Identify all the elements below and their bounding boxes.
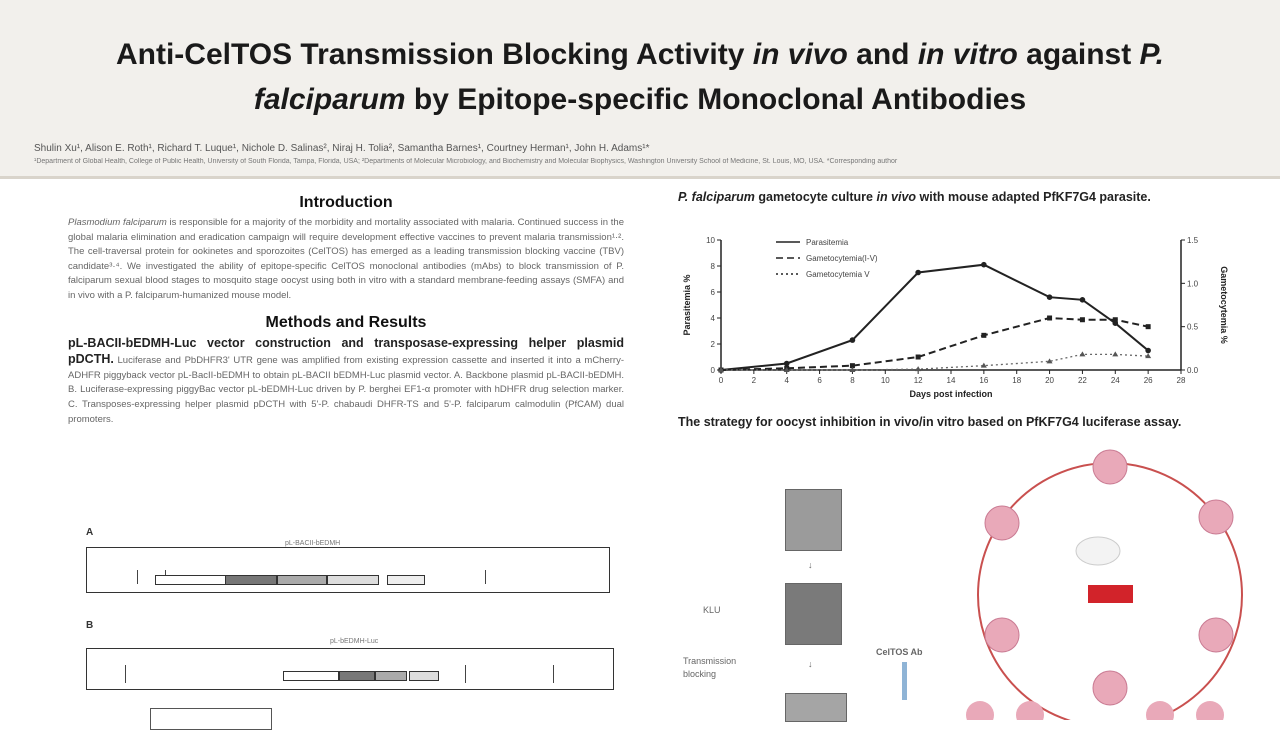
map-tick	[465, 665, 466, 683]
gene-block	[375, 671, 407, 681]
data-point	[916, 355, 921, 360]
data-point	[1146, 324, 1151, 329]
x-tick-label: 10	[880, 376, 890, 385]
y-tick-label-right: 0.5	[1187, 322, 1199, 332]
gametocyte-chart	[676, 226, 1236, 408]
legend-label: Gametocytemia(I-V)	[806, 254, 878, 263]
chart-title: P. falciparum gametocyte culture in vivo with mouse adapted PfKF7G4 parasite.	[678, 190, 1151, 204]
mouse-icon	[1076, 537, 1120, 565]
poster-header	[0, 0, 1280, 179]
rbc-cell-icon	[1196, 701, 1224, 720]
y-axis-label-left: Parasitemia %	[682, 274, 692, 336]
x-tick-label: 16	[979, 376, 989, 385]
x-tick-label: 24	[1110, 376, 1120, 385]
micrograph-gametocyte	[785, 489, 842, 551]
x-tick-label: 28	[1176, 376, 1186, 385]
rbc-cell-icon	[1093, 450, 1127, 484]
rbc-cell-icon	[1199, 500, 1233, 534]
data-point	[1112, 351, 1118, 356]
legend-label: Gametocytemia V	[806, 270, 870, 279]
introduction-text: Plasmodium falciparum is responsible for a majority of the morbidity and mortality associated with malaria. Continued success in the global malaria elimination and eradication campaign will require development effective vaccines to prevent malaria transmission¹·². The cell-traversal protein for ookinetes and sporozoites (CelTOS) has emerged as a leading transmission blocking vaccine (TBV) candidate³·⁴. We investigated the ability of epitope-specific CelTOS monoclonal antibodies (mAbs) to block transmission of P. falciparum sexual blood stages to mosquito stage oocyst using both in vitro with a standard membrane-feeding assays (SMFA) and in vivo with a P. falciparum-humanized mouse model.	[68, 217, 624, 301]
data-point	[1047, 316, 1052, 321]
arrow-down-icon: ↓	[808, 659, 813, 669]
gene-block	[409, 671, 439, 681]
x-tick-label: 14	[946, 376, 956, 385]
figure-a-name: pL-BACII-bEDMH	[285, 540, 341, 547]
rbc-cell-icon	[966, 701, 994, 720]
antibody-arrow-icon	[902, 662, 907, 700]
gene-block	[277, 575, 327, 585]
map-tick	[125, 665, 126, 683]
x-axis-label: Days post infection	[909, 389, 993, 399]
rbc-cell-icon	[1093, 671, 1127, 705]
gene-block	[283, 671, 339, 681]
data-point	[1080, 317, 1085, 322]
methods-heading: Methods and Results	[265, 313, 427, 331]
x-tick-label: 20	[1045, 376, 1055, 385]
y-tick-label-left: 10	[706, 236, 715, 245]
data-point	[981, 333, 986, 338]
y-tick-label-left: 4	[710, 314, 715, 323]
gene-block	[387, 575, 425, 585]
y-tick-label-right: 1.0	[1187, 279, 1199, 289]
figure-a-label: A	[86, 527, 94, 538]
plasmid-map-c	[150, 708, 272, 730]
micrograph-sporozoite	[785, 693, 847, 722]
data-point	[981, 262, 987, 268]
strategy-title: The strategy for oocyst inhibition in vivo/in vitro based on PfKF7G4 luciferase assay.	[678, 415, 1182, 429]
x-tick-label: 6	[817, 376, 822, 385]
y-tick-label-left: 0	[710, 366, 715, 375]
author-list: Shulin Xu¹, Alison E. Roth¹, Richard T. Luque¹, Nichole D. Salinas², Niraj H. Tolia², Samantha Barnes¹, Courtney Herman¹, John H. Adams¹*	[34, 143, 650, 154]
x-tick-label: 12	[913, 376, 923, 385]
right-column	[678, 190, 1238, 204]
rbc-cell-icon	[1146, 701, 1174, 720]
figure-b-name: pL-bEDMH-Luc	[330, 638, 379, 645]
data-point	[1080, 297, 1086, 303]
legend-label: Parasitemia	[806, 238, 849, 247]
rbc-cell-icon	[1016, 701, 1044, 720]
x-tick-label: 2	[751, 376, 757, 385]
plasmid-map-b	[86, 648, 614, 690]
data-point	[915, 270, 921, 276]
figure-b-label: B	[86, 620, 94, 631]
transmission-blocking-label: Transmission blocking	[683, 656, 737, 679]
x-tick-label: 22	[1077, 376, 1087, 385]
map-tick	[553, 665, 554, 683]
data-point	[850, 337, 856, 343]
gene-block	[155, 575, 227, 585]
celtos-ab-label: CelTOS Ab	[876, 647, 923, 657]
x-tick-label: 8	[850, 376, 855, 385]
introduction-heading: Introduction	[299, 194, 393, 211]
gene-block	[327, 575, 379, 585]
map-tick	[485, 570, 486, 584]
klu-label: KLU	[703, 605, 721, 615]
left-column	[68, 190, 624, 427]
data-point	[784, 361, 790, 367]
methods-text: pL-BACII-bEDMH-Luc vector construction and transposase-expressing helper plasmid pDCTH. Luciferase and PbDHFR3' UTR gene was amplified from existing expression cassette and inserted it into a mCherry-ADHFR piggyback vector pL-BacII-bEDMH to obtain pL-BACII bEDMH-Luc plasmid vector. A. Backbone plasmid pL-BACII-bEDMH. B. Luciferase-expressing piggyBac vector pL-bEDMH-Luc driven by P. berghei EF1-α promoter with hDHFR drug selection marker. C. Transposes-expressing helper plasmid pDCTH with 5'-P. chabaudi DHFR-TS and 5'-P. falciparum calmodulin (PfCAM) dual promoters.	[68, 335, 624, 425]
x-tick-label: 26	[1143, 376, 1153, 385]
arrow-down-icon: ↓	[808, 560, 813, 570]
data-point	[1113, 317, 1118, 322]
x-tick-label: 0	[718, 376, 724, 385]
y-tick-label-right: 0.0	[1187, 366, 1199, 375]
data-point	[1079, 351, 1085, 356]
culture-flask-icon	[1088, 585, 1133, 603]
x-tick-label: 4	[784, 376, 789, 385]
map-tick	[137, 570, 138, 584]
plasmid-map-a	[86, 547, 610, 593]
y-tick-label-right: 1.5	[1187, 236, 1199, 245]
rbc-cell-icon	[1199, 618, 1233, 652]
poster-title: Anti-CelTOS Transmission Blocking Activity in vivo and in vitro against P. falciparum by Epitope-specific Monoclonal Antibodies	[115, 38, 1165, 116]
y-tick-label-left: 6	[710, 288, 715, 297]
micrograph-oocyst	[785, 583, 842, 645]
x-tick-label: 18	[1012, 376, 1022, 385]
gene-block	[225, 575, 277, 585]
y-tick-label-left: 8	[710, 262, 715, 271]
rbc-cell-icon	[985, 618, 1019, 652]
affiliations: ¹Department of Global Health, College of Public Health, University of South Florida, Tampa, Florida, USA; ²Departments of Molecular Microbiology, and Biochemistry and Molecular Biophysics, Washington University School of Medicine, St. Louis, MO, USA. *Corresponding author	[34, 158, 898, 165]
y-axis-label-right: Gametocytemia %	[1219, 266, 1229, 344]
data-point	[1047, 294, 1053, 300]
lifecycle-diagram	[960, 445, 1260, 720]
gene-block	[339, 671, 375, 681]
rbc-cell-icon	[985, 506, 1019, 540]
y-tick-label-left: 2	[710, 340, 715, 349]
data-point	[1145, 348, 1151, 354]
